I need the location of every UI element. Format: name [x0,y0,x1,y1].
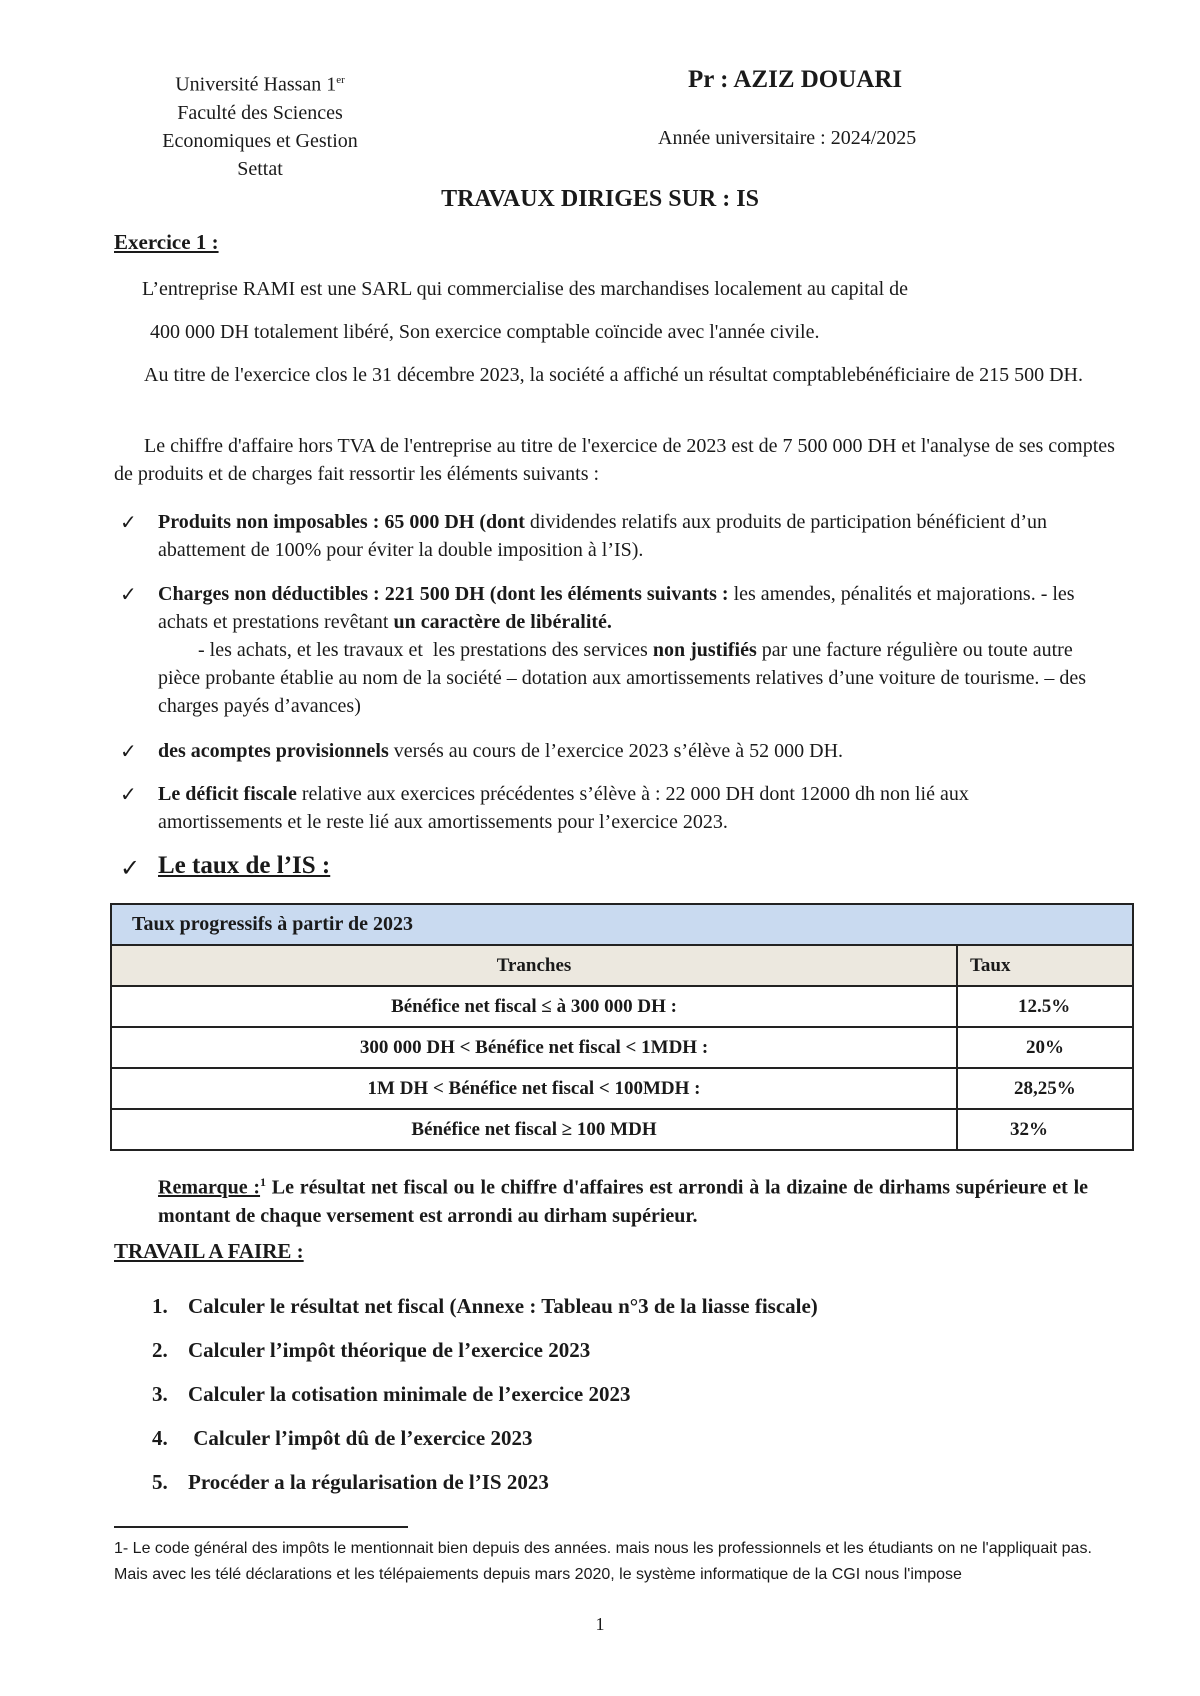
bullet-deficit: Le déficit fiscale relative aux exercices précédentes s’élève à : 22 000 DH dont 12000 dh non lié aux amortissements et le reste lié aux amortissements pour l’exercice 2023. [158,783,969,833]
univ-line-3: Economiques et Gestion [162,129,358,152]
univ-line-2: Faculté des Sciences [177,101,343,124]
professor-name: Pr : AZIZ DOUARI [688,66,903,93]
page-number: 1 [595,1614,605,1634]
paragraph-3: Au titre de l'exercice clos le 31 décembre 2023, la société a affiché un résultat comptablebénéficiaire de 215 500 DH. [144,364,1083,386]
univ-line-1: Université Hassan 1er [175,73,345,96]
task-item: 5. Procéder a la régularisation de l’IS 2023 [152,1470,549,1494]
is-rates-table [110,903,1134,1151]
checkmark-icon: ✓ [120,782,137,806]
paragraph-2: 400 000 DH totalement libéré, Son exercice comptable coïncide avec l'année civile. [150,321,820,343]
document-title: TRAVAUX DIRIGES SUR : IS [441,186,759,212]
university-block [120,66,400,183]
paragraph-4: Le chiffre d'affaire hors TVA de l'entreprise au titre de l'exercice de 2023 est de 7 500 000 DH et l'analyse de ses comptes de produits et de charges fait ressortir les éléments suivants : [114,435,1115,485]
paragraph-1: L’entreprise RAMI est une SARL qui commercialise des marchandises localement au capital de [142,278,909,300]
table-row [111,986,1133,1027]
table-title-row [111,904,1133,945]
checkmark-icon: ✓ [120,582,137,606]
taux-cell: 28,25% [957,1068,1133,1109]
taux-heading: Le taux de l’IS : [158,852,331,879]
table-title: Taux progressifs à partir de 2023 [111,904,1133,945]
exercise-heading: Exercice 1 : [114,230,219,254]
taux-cell: 20% [957,1027,1133,1068]
footnote-separator [114,1526,408,1528]
task-item: 3. Calculer la cotisation minimale de l’exercice 2023 [152,1382,631,1406]
remark: Remarque :$^1$ Le résultat net fiscal ou le chiffre d'affaires est arrondi à la dizaine de dirhams supérieure et le montant de chaque versement est arrondi au dirham supérieur. [158,1175,1089,1227]
table-row [111,1068,1133,1109]
checkmark-icon: ✓ [120,739,137,763]
academic-year: Année universitaire : 2024/2025 [658,127,917,149]
checkmark-icon: ✓ [120,854,141,882]
checkmark-icon: ✓ [120,510,137,534]
task-item: 1. Calculer le résultat net fiscal (Annexe : Tableau n°3 de la liasse fiscale) [152,1294,818,1318]
bullet-produits: Produits non imposables : 65 000 DH (dont dividendes relatifs aux produits de participation bénéficient d’un abattement de 100% pour éviter la double imposition à l’IS). [158,511,1047,561]
table-row [111,1109,1133,1150]
taux-cell: 12.5% [957,986,1133,1027]
task-item: 4. Calculer l’impôt dû de l’exercice 2023 [152,1426,533,1450]
tranche-cell: 300 000 DH < Bénéfice net fiscal < 1MDH : [111,1027,957,1068]
taux-cell: 32% [957,1109,1133,1150]
tranche-cell: Bénéfice net fiscal ≥ 100 MDH [111,1109,957,1150]
travail-heading: TRAVAIL A FAIRE : [114,1239,304,1263]
col-taux-header: Taux [957,945,1133,986]
univ-line-4: Settat [237,157,283,180]
tranche-cell: 1M DH < Bénéfice net fiscal < 100MDH : [111,1068,957,1109]
table-header-row [111,945,1133,986]
bullet-acomptes: des acomptes provisionnels versés au cours de l’exercice 2023 s’élève à 52 000 DH. [158,740,844,762]
task-item: 2. Calculer l’impôt théorique de l’exercice 2023 [152,1338,591,1362]
footnote: 1- Le code général des impôts le mentionnait bien depuis des années. mais nous les professionnels et les étudiants on ne l'appliquait pas. Mais avec les télé déclarations et les télépaiements depuis mars 2020, le système informatique de la CGI nous l'impose [114,1540,1092,1583]
col-tranches-header: Tranches [111,945,957,986]
bullet-charges: Charges non déductibles : 221 500 DH (dont les éléments suivants : les amendes, pénalités et majorations. - les achats et prestations revêtant un caractère de libéralité. - les achats, et les travaux et les prestations des services non justifiés par une facture régulière ou toute autre pièce probante établie au nom de la société – dotation aux amortissements relatives d’une voiture de tourisme. – des charges payés d’avances) [158,583,1087,717]
table-row [111,1027,1133,1068]
tranche-cell: Bénéfice net fiscal ≤ à 300 000 DH : [111,986,957,1027]
